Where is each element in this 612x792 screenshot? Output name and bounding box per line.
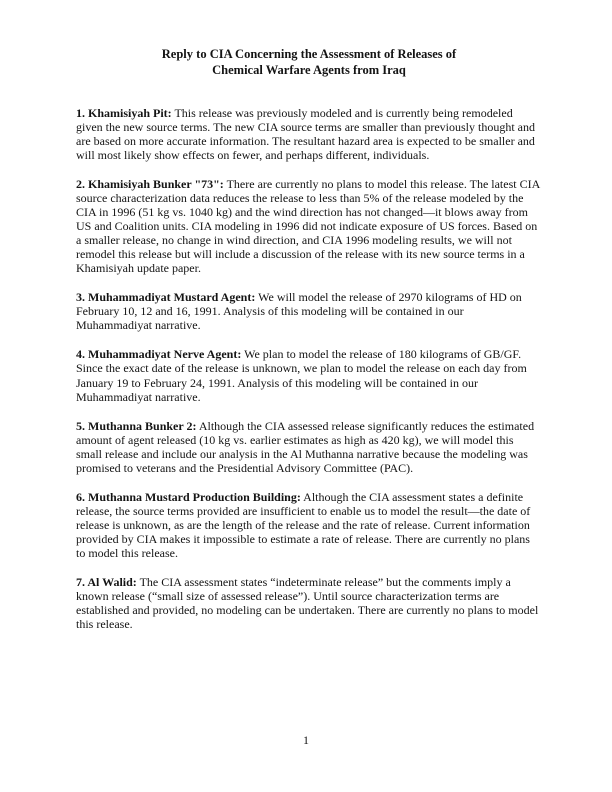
paragraph-4-body: We plan to model the release of 180 kilograms of GB/GF. Since the exact date of the release is unknown, we plan to model the release on each day from January 19 to February 24, 1991. Analysis of this modeling will be contained in our Muhammadiyat narrative. [76,347,527,404]
paragraph-muhammadiyat-mustard-agent [76,290,542,332]
paragraph-4-heading: 4. Muhammadiyat Nerve Agent: [76,347,242,362]
paragraph-1-body: This release was previously modeled and is currently being remodeled given the new source terms. The new CIA source terms are smaller than previously thought and are based on more accurate information. The resultant hazard area is expected to be smaller and will most likely show effects on fewer, and perhaps different, individuals. [76,106,535,163]
paragraph-al-walid [76,575,542,631]
paragraph-muthanna-mustard-production-building [76,490,542,560]
paragraph-1-heading: 1. Khamisiyah Pit: [76,106,172,120]
paragraph-5-heading: 5. Muthanna Bunker 2: [76,418,197,433]
paragraph-khamisiyah-bunker-73 [76,177,542,275]
paragraph-muhammadiyat-nerve-agent [76,347,542,403]
paragraph-2-heading: 2. Khamisiyah Bunker "73": [76,177,224,192]
page-number: 1 [303,733,309,747]
paragraph-3-heading: 3. Muhammadiyat Mustard Agent: [76,290,256,305]
document-body [76,106,542,631]
paragraph-khamisiyah-pit [76,106,542,162]
paragraph-5-body: Although the CIA assessed release significantly reduces the estimated amount of agent released (10 kg vs. earlier estimates as high as 420 kg), we will model this small release and include our analysis in the Al Muthanna narrative because the modeling was promised to veterans and the Presidential Advisory Committee (PAC). [76,418,535,475]
document-title-line-1: Reply to CIA Concerning the Assessment of Releases of [161,47,457,61]
paragraph-7-heading: 7. Al Walid: [76,574,137,589]
document-title [76,46,542,78]
document-title-line-2: Chemical Warfare Agents from Iraq [212,63,406,77]
paragraph-7-body: The CIA assessment states “indeterminate release” but the comments imply a known release (“small size of assessed release”). Until source characterization terms are established and provided, no modeling can be undertaken. There are currently no plans to model this release. [76,574,539,631]
paragraph-2-body: There are currently no plans to model this release. The latest CIA source characterization data reduces the release to less than 5% of the release modeled by the CIA in 1996 (51 kg vs. 1040 kg) and the wind direction has not changed—it blows away from US and Coalition units. CIA modeling in 1996 did not indicate exposure of US forces. Based on a smaller release, no change in wind direction, and CIA 1996 modeling results, we will not remodel this release but will include a discussion of the release with its new source terms in a Khamisiyah update paper. [76,177,540,276]
paragraph-muthanna-bunker-2 [76,419,542,475]
paragraph-6-body: Although the CIA assessment states a definite release, the source terms provided are insufficient to enable us to model the result—the date of release is unknown, as are the length of the release and the rate of release. Current information provided by CIA makes it impossible to estimate a rate of release. There are currently no plans to model this release. [76,489,531,560]
paragraph-3-body: We will model the release of 2970 kilograms of HD on February 10, 12 and 16, 1991. Analysis of this modeling will be contained in our Muhammadiyat narrative. [76,290,522,333]
paragraph-6-heading: 6. Muthanna Mustard Production Building: [76,489,301,504]
